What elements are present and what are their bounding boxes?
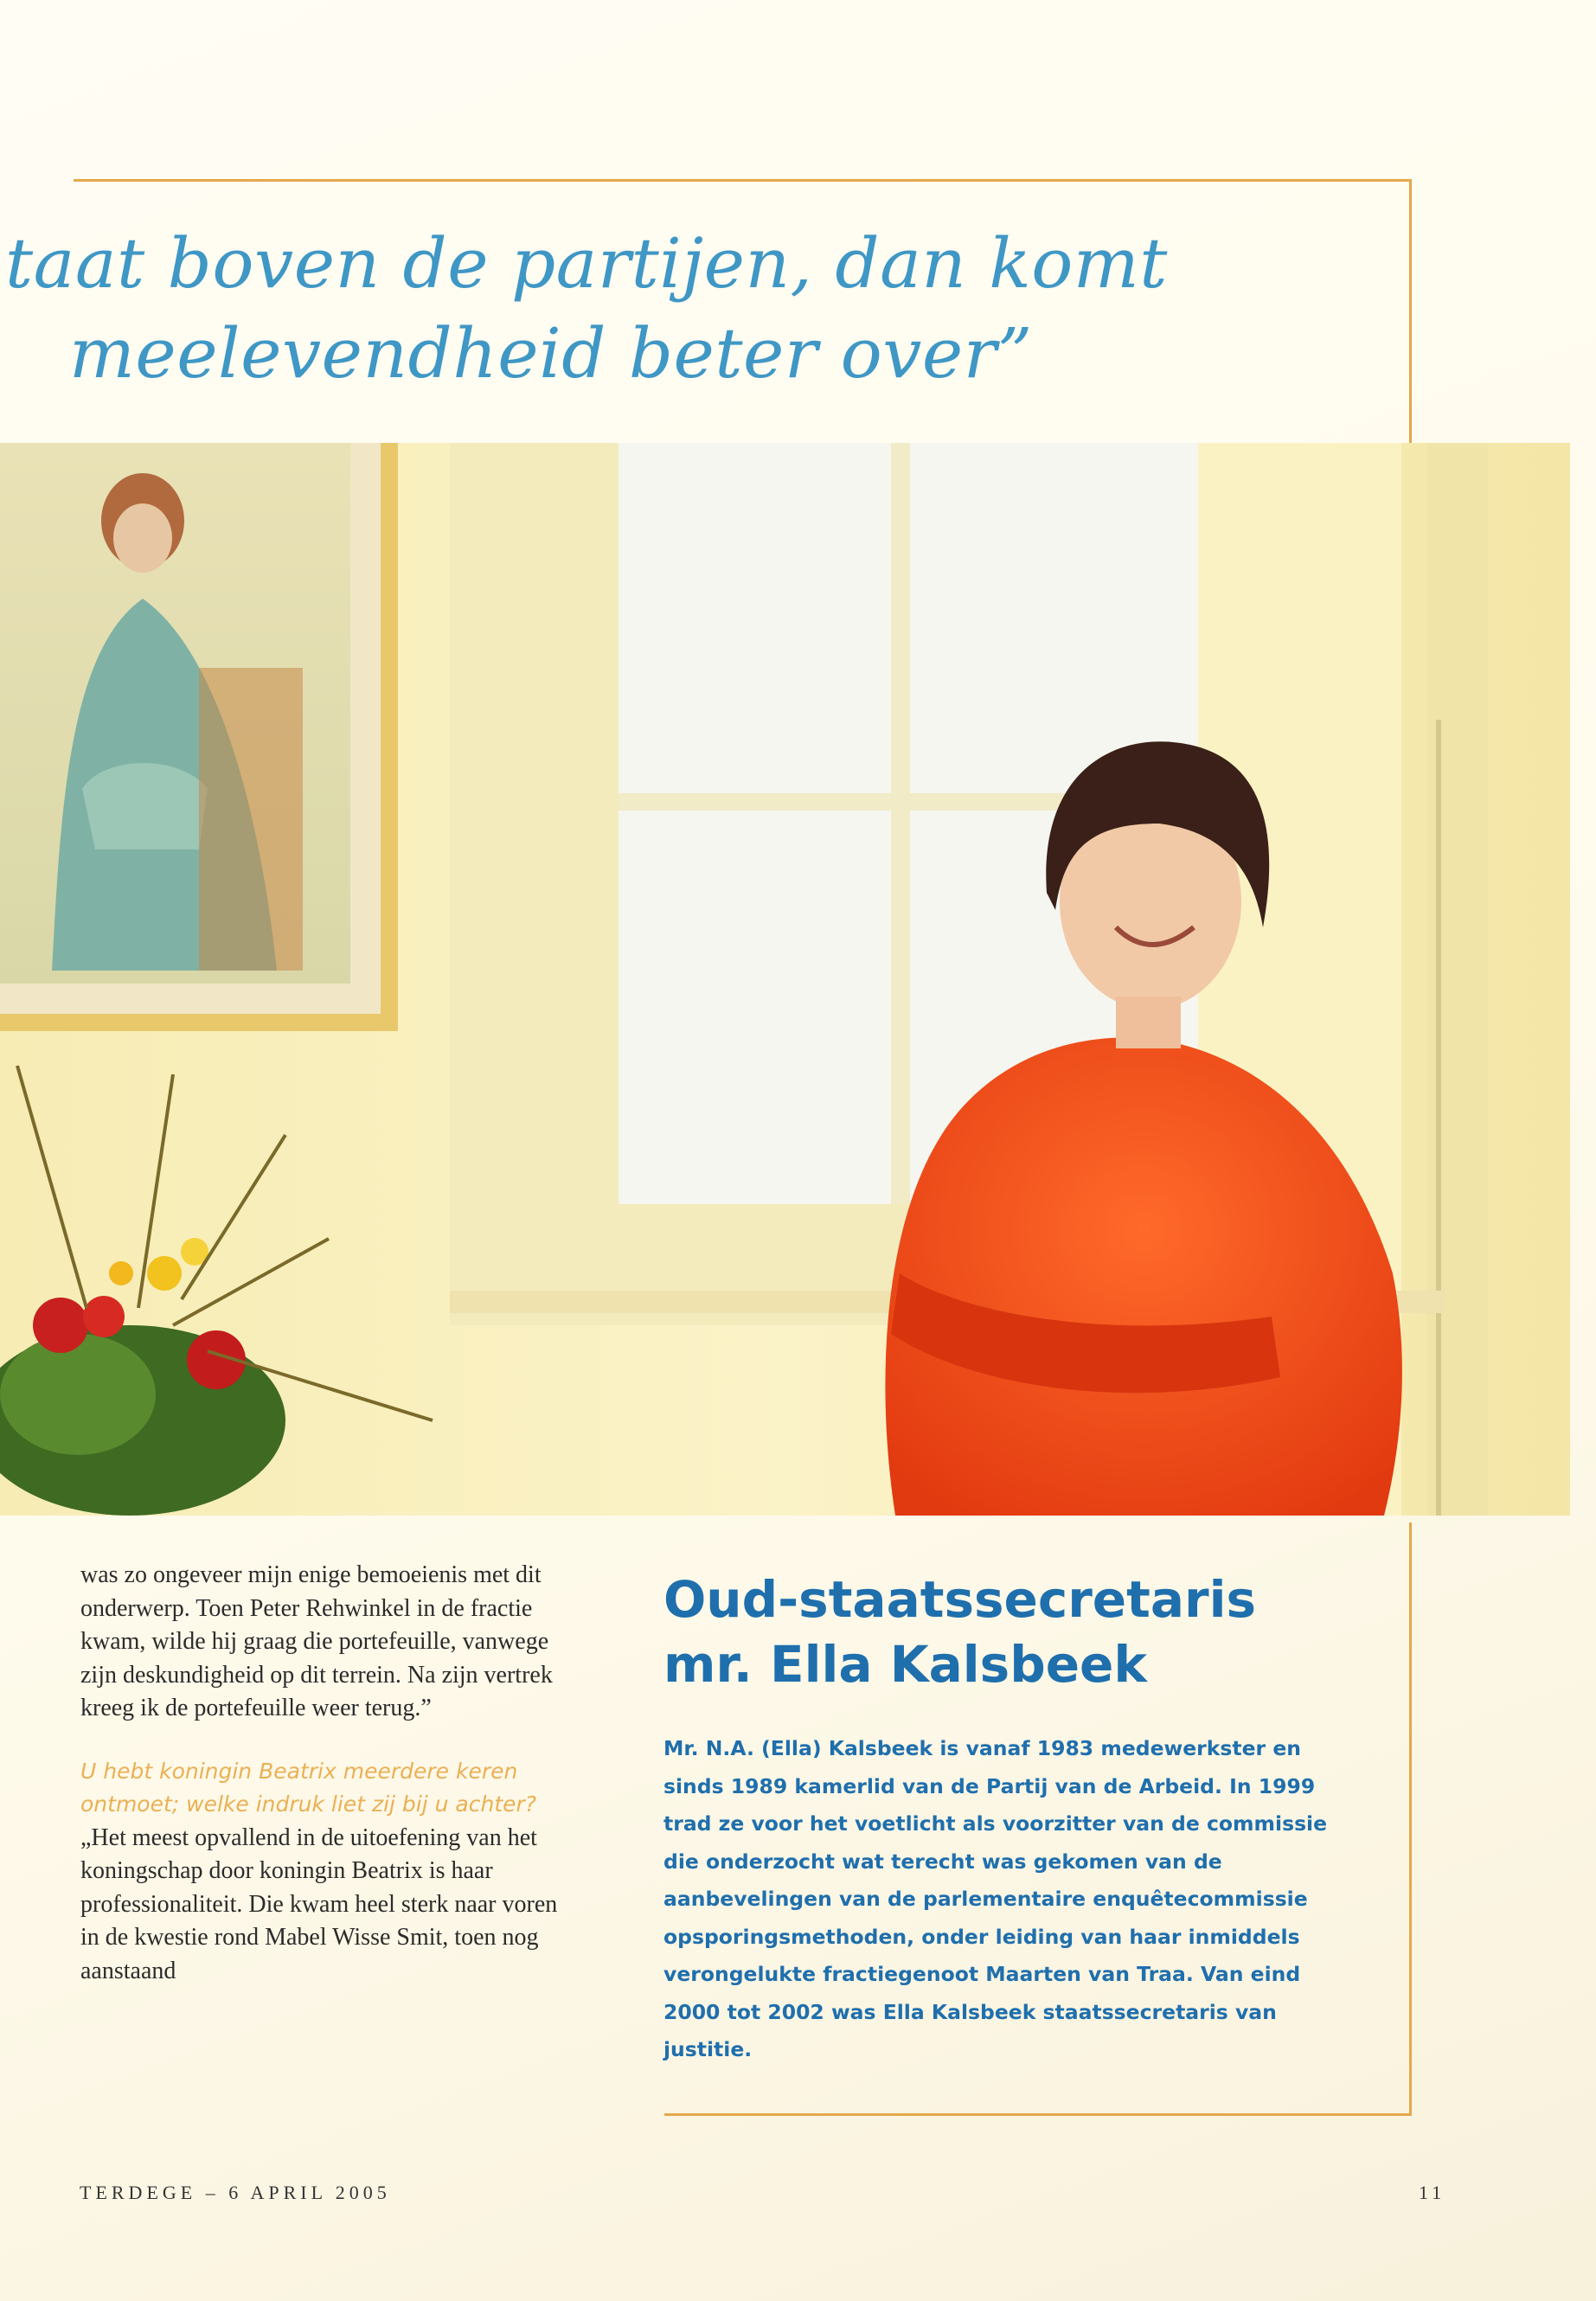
headline-line-2: meelevendheid beter over” [69,313,1033,394]
interview-question: U hebt koningin Beatrix meerdere keren ontmoet; welke indruk liet zij bij u achter? [80,1758,537,1817]
page-number: 11 [1419,2182,1446,2203]
frame-line-right [1409,179,1412,443]
profile-title-line-1: Oud-staatssecretaris [663,1570,1257,1629]
headline-line-1: taat boven de partijen, dan komt [5,223,1168,304]
article-body-left [80,1559,574,1988]
profile-text: Mr. N.A. (Ella) Kalsbeek is vanaf 1983 medewerkster en sinds 1989 kamerlid van de Partij van de Arbeid. In 1999 trad ze voor het voetlicht als voorzitter van de commissie die onderzocht wat terecht was gekomen van de aanbevelingen van de parlementaire enquêtecommissie opsporingsmethoden, onder leiding van haar inmiddels verongelukte fractiegenoot Maarten van Traa. Van eind 2000 tot 2002 was Ella Kalsbeek staatssecretaris van justitie. [663,1736,1328,2061]
portrait-photo-icon [0,443,1570,1516]
profile-title [663,1567,1256,1697]
frame-line-bottom [664,2113,1412,2116]
body-paragraph: was zo ongeveer mijn enige bemoeienis met dit onderwerp. Toen Peter Rehwinkel in de fractie kwam, wilde hij graag die portefeuille, vanwege zijn deskundigheid op dit terrein. Na zijn vertrek kreeg ik de portefeuille weer terug.” [80,1561,553,1721]
article-photo [0,443,1570,1516]
frame-line-top [74,179,1412,182]
profile-title-line-2: mr. Ella Kalsbeek [663,1635,1147,1694]
body-paragraph: „Het meest opvallend in de uitoefening van het koningschap door koningin Beatrix is haar professionaliteit. Die kwam heel sterk naar voren in de kwestie rond Mabel Wisse Smit, toen nog aanstaand [80,1823,558,1984]
frame-line-right-lower [1409,1522,1412,2115]
footer-publication: TERDEGE – 6 APRIL 2005 [80,2182,391,2203]
